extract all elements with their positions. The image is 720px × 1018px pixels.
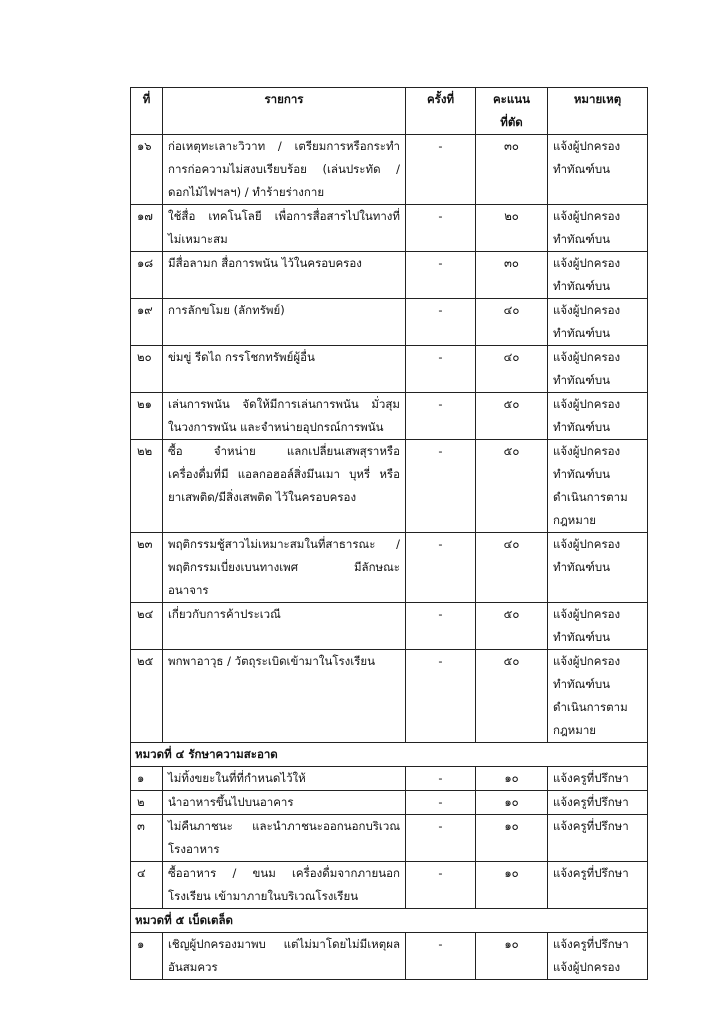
cell-line: ซื้อ จำหน่าย แลกเปลี่ยนเสพสุราหรือ xyxy=(168,444,400,458)
row-number: ๔ xyxy=(131,862,163,909)
row-item xyxy=(163,603,406,650)
cell-line: แจ้งผู้ปกครอง xyxy=(553,350,621,364)
cell-line: ทำทัณฑ์บน xyxy=(553,162,610,176)
table-row xyxy=(131,791,648,815)
header-times: ครั้งที่ xyxy=(406,88,476,135)
row-score: ๒๐ xyxy=(476,205,548,252)
row-score: ๑๐ xyxy=(476,791,548,815)
cell-line: แจ้งผู้ปกครอง xyxy=(553,256,621,270)
cell-line: ทำทัณฑ์บน xyxy=(553,677,610,691)
row-remark xyxy=(548,933,648,980)
table-row xyxy=(131,533,648,603)
row-remark xyxy=(548,603,648,650)
cell-line: แจ้งครูที่ปรึกษา xyxy=(553,866,629,880)
cell-line: ไม่ทิ้งขยะในที่ที่กำหนดไว้ให้ xyxy=(168,771,306,785)
cell-line: เล่นการพนัน จัดให้มีการเล่นการพนัน มั่วสุม xyxy=(168,397,400,411)
cell-line: การลักขโมย (ลักทรัพย์) xyxy=(168,303,285,317)
cell-line: ทำทัณฑ์บน xyxy=(553,467,610,481)
table-row xyxy=(131,862,648,909)
cell-line: แจ้งผู้ปกครอง xyxy=(553,654,621,668)
row-times: - xyxy=(406,440,476,533)
cell-line: แจ้งผู้ปกครอง xyxy=(553,444,621,458)
row-score: ๔๐ xyxy=(476,346,548,393)
cell-line: ซื้ออาหาร / ขนม เครื่องดื่มจากภายนอก xyxy=(168,866,400,880)
header-remark: หมายเหตุ xyxy=(548,88,648,135)
cell-line: ในวงการพนัน และจำหน่ายอุปกรณ์การพนัน xyxy=(168,420,384,434)
row-score: ๑๐ xyxy=(476,933,548,980)
table-row xyxy=(131,440,648,533)
row-remark xyxy=(548,862,648,909)
row-score: ๕๐ xyxy=(476,603,548,650)
row-times: - xyxy=(406,767,476,791)
row-number: ๒๔ xyxy=(131,603,163,650)
cell-line: การก่อความไม่สงบเรียบร้อย (เล่นประทัด / xyxy=(168,162,400,176)
cell-line: เกี่ยวกับการค้าประเวณี xyxy=(168,607,281,621)
cell-line: ใช้สื่อ เทคโนโลยี เพื่อการสื่อสารไปในทางที่ xyxy=(168,209,400,223)
row-item xyxy=(163,252,406,299)
table-row xyxy=(131,299,648,346)
row-times: - xyxy=(406,933,476,980)
row-times: - xyxy=(406,533,476,603)
cell-line: ทำทัณฑ์บน xyxy=(553,326,610,340)
row-item xyxy=(163,205,406,252)
cell-line: โรงเรียน เข้ามาภายในบริเวณโรงเรียน xyxy=(168,889,359,903)
cell-line: มีสื่อลามก สื่อการพนัน ไว้ในครอบครอง xyxy=(168,256,362,270)
row-number: ๑๘ xyxy=(131,252,163,299)
row-item xyxy=(163,346,406,393)
row-times: - xyxy=(406,135,476,205)
row-item xyxy=(163,767,406,791)
cell-line: แจ้งผู้ปกครอง xyxy=(553,139,621,153)
header-item: รายการ xyxy=(163,88,406,135)
cell-line: ทำทัณฑ์บน xyxy=(553,232,610,246)
row-remark xyxy=(548,533,648,603)
row-item xyxy=(163,393,406,440)
table-row xyxy=(131,135,648,205)
row-score: ๑๐ xyxy=(476,815,548,862)
row-number: ๑๙ xyxy=(131,299,163,346)
row-number: ๒๑ xyxy=(131,393,163,440)
cell-line: ดอกไม้ไฟฯลฯ) / ทำร้ายร่างกาย xyxy=(168,185,325,199)
cell-line: เชิญผู้ปกครองมาพบ แต่ไม่มาโดยไม่มีเหตุผล xyxy=(168,937,400,951)
cell-line: แจ้งครูที่ปรึกษา xyxy=(553,771,629,785)
row-item xyxy=(163,299,406,346)
cell-line: ไม่คืนภาชนะ และนำภาชนะออกนอกบริเวณ xyxy=(168,819,400,833)
cell-line: ทำทัณฑ์บน xyxy=(553,373,610,387)
header-score xyxy=(476,88,548,135)
row-number: ๓ xyxy=(131,815,163,862)
row-score: ๓๐ xyxy=(476,135,548,205)
row-times: - xyxy=(406,252,476,299)
cell-line: ทำทัณฑ์บน xyxy=(553,560,610,574)
row-score: ๕๐ xyxy=(476,440,548,533)
table-row xyxy=(131,933,648,980)
row-remark xyxy=(548,440,648,533)
header-score-line: ที่ตัด xyxy=(500,115,523,129)
row-item xyxy=(163,791,406,815)
cell-line: ก่อเหตุทะเลาะวิวาท / เตรียมการหรือกระทำ xyxy=(168,139,400,153)
table-row xyxy=(131,603,648,650)
table-row xyxy=(131,767,648,791)
cell-line: แจ้งผู้ปกครอง xyxy=(553,537,621,551)
row-score: ๔๐ xyxy=(476,299,548,346)
row-times: - xyxy=(406,205,476,252)
cell-line: ไม่เหมาะสม xyxy=(168,232,228,246)
cell-line: แจ้งผู้ปกครอง xyxy=(553,209,621,223)
row-times: - xyxy=(406,346,476,393)
cell-line: แจ้งผู้ปกครอง xyxy=(553,960,621,974)
row-number: ๑ xyxy=(131,767,163,791)
table-row xyxy=(131,650,648,743)
cell-line: ดำเนินการตาม xyxy=(553,490,628,504)
cell-line: โรงอาหาร xyxy=(168,842,220,856)
cell-line: พฤติกรรมชู้สาวไม่เหมาะสมในที่สาธารณะ / xyxy=(168,537,400,551)
row-item xyxy=(163,933,406,980)
row-remark xyxy=(548,135,648,205)
cell-line: แจ้งผู้ปกครอง xyxy=(553,397,621,411)
row-remark xyxy=(548,815,648,862)
row-score: ๑๐ xyxy=(476,767,548,791)
row-number: ๑๗ xyxy=(131,205,163,252)
row-item xyxy=(163,815,406,862)
row-number: ๒๐ xyxy=(131,346,163,393)
cell-line: ทำทัณฑ์บน xyxy=(553,279,610,293)
row-item xyxy=(163,533,406,603)
row-item xyxy=(163,650,406,743)
cell-line: ทำทัณฑ์บน xyxy=(553,420,610,434)
row-number: ๑๖ xyxy=(131,135,163,205)
row-number: ๒๒ xyxy=(131,440,163,533)
row-times: - xyxy=(406,650,476,743)
row-remark xyxy=(548,791,648,815)
cell-line: อันสมควร xyxy=(168,960,218,974)
cell-line: พกพาอาวุธ / วัตถุระเบิดเข้ามาในโรงเรียน xyxy=(168,654,375,668)
row-remark xyxy=(548,252,648,299)
row-remark xyxy=(548,650,648,743)
row-number: ๒๓ xyxy=(131,533,163,603)
cell-line: ทำทัณฑ์บน xyxy=(553,630,610,644)
cell-line: ดำเนินการตาม xyxy=(553,700,628,714)
row-times: - xyxy=(406,299,476,346)
row-number: ๑ xyxy=(131,933,163,980)
cell-line: อนาจาร xyxy=(168,583,209,597)
row-score: ๕๐ xyxy=(476,393,548,440)
row-times: - xyxy=(406,791,476,815)
row-times: - xyxy=(406,862,476,909)
table-row xyxy=(131,815,648,862)
cell-line: นำอาหารขึ้นไปบนอาคาร xyxy=(168,795,294,809)
row-number: ๒๕ xyxy=(131,650,163,743)
table-row xyxy=(131,252,648,299)
rules-document xyxy=(130,87,648,980)
cell-line: แจ้งครูที่ปรึกษา xyxy=(553,795,629,809)
row-score: ๕๐ xyxy=(476,650,548,743)
cell-line: แจ้งครูที่ปรึกษา xyxy=(553,937,629,951)
cell-line: เครื่องดื่มที่มี แอลกอฮอล์สิ่งมึนเมา บุหรี่ หรือ xyxy=(168,467,400,481)
row-times: - xyxy=(406,815,476,862)
row-remark xyxy=(548,299,648,346)
violation-score-table xyxy=(130,87,648,980)
row-item xyxy=(163,862,406,909)
cell-line: ยาเสพติด/มีสิ่งเสพติด ไว้ในครอบครอง xyxy=(168,490,357,504)
table-row xyxy=(131,346,648,393)
section-header-row xyxy=(131,909,648,933)
row-remark xyxy=(548,205,648,252)
header-row xyxy=(131,88,648,135)
row-times: - xyxy=(406,603,476,650)
cell-line: แจ้งครูที่ปรึกษา xyxy=(553,819,629,833)
row-times: - xyxy=(406,393,476,440)
header-score-line: คะแนน xyxy=(492,92,530,106)
table-row xyxy=(131,393,648,440)
section-title: หมวดที่ ๔ รักษาความสะอาด xyxy=(131,743,648,767)
section-header-row xyxy=(131,743,648,767)
section-title: หมวดที่ ๕ เบ็ดเตล็ด xyxy=(131,909,648,933)
row-score: ๔๐ xyxy=(476,533,548,603)
row-item xyxy=(163,135,406,205)
cell-line: กฎหมาย xyxy=(553,513,597,527)
row-remark xyxy=(548,393,648,440)
table-row xyxy=(131,205,648,252)
row-remark xyxy=(548,767,648,791)
row-remark xyxy=(548,346,648,393)
cell-line: พฤติกรรมเบี่ยงเบนทางเพศ มีลักษณะ xyxy=(168,560,400,574)
header-no: ที่ xyxy=(131,88,163,135)
cell-line: ข่มขู่ รีดไถ กรรโชกทรัพย์ผู้อื่น xyxy=(168,350,315,364)
cell-line: แจ้งผู้ปกครอง xyxy=(553,607,621,621)
cell-line: แจ้งผู้ปกครอง xyxy=(553,303,621,317)
row-score: ๑๐ xyxy=(476,862,548,909)
cell-line: กฎหมาย xyxy=(553,723,597,737)
row-score: ๓๐ xyxy=(476,252,548,299)
row-number: ๒ xyxy=(131,791,163,815)
row-item xyxy=(163,440,406,533)
